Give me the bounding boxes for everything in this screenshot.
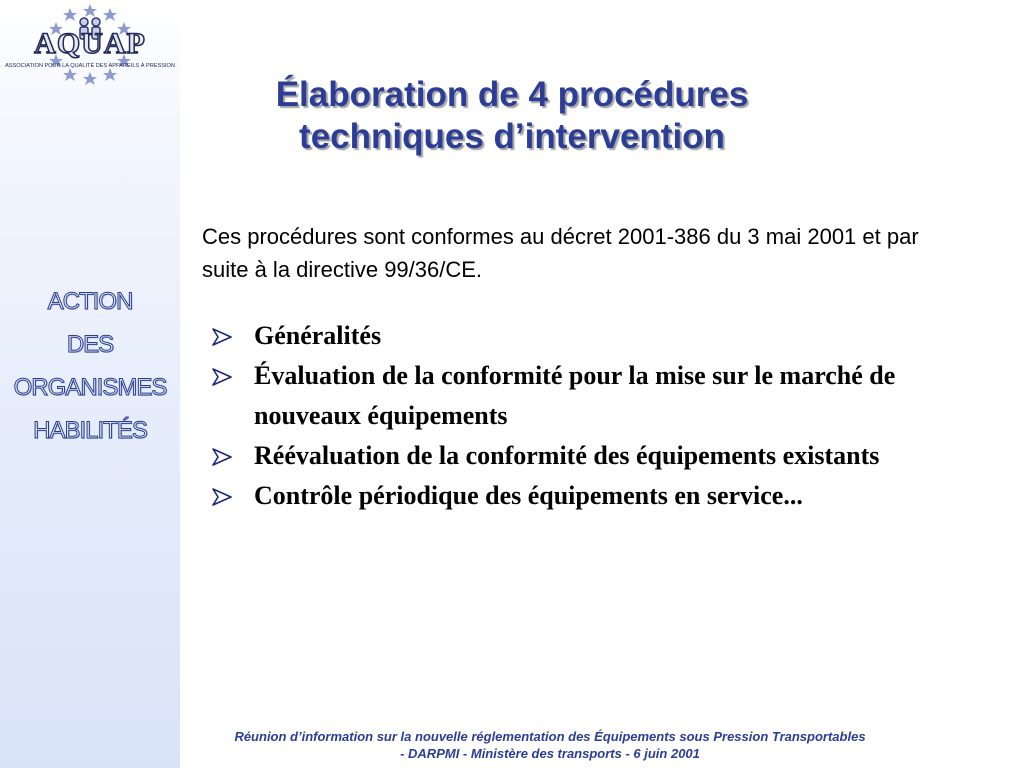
sidebar (0, 0, 180, 768)
sidebar-line: ORGANISMES (13, 374, 167, 401)
footer (180, 728, 920, 762)
sidebar-line: DES (66, 331, 114, 358)
sidebar-section-title (0, 280, 180, 452)
arrow-bullet-icon (212, 368, 232, 386)
bullet-list (210, 316, 980, 516)
logo-acronym: AQUAP (34, 27, 146, 60)
list-item (210, 356, 980, 436)
sidebar-line: HABILITÉS (33, 417, 147, 444)
logo-subtitle: ASSOCIATION POUR LA QUALITÉ DES APPAREILS À PRESSION (5, 63, 175, 69)
intro-paragraph: Ces procédures sont conformes au décret 2001-386 du 3 mai 2001 et par suite à la directive 99/36/CE. (202, 224, 919, 282)
footer-line: Réunion d’information sur la nouvelle réglementation des Équipements sous Pression Transportables (234, 729, 866, 744)
list-item (210, 436, 980, 476)
slide-title-line: Élaboration de 4 procédures (275, 75, 749, 114)
slide-title (180, 74, 844, 158)
sidebar-line: ACTION (47, 288, 133, 315)
list-item-text: Contrôle périodique des équipements en service... (254, 481, 803, 510)
footer-line: - DARPMI - Ministère des transports - 6 juin 2001 (400, 746, 700, 761)
list-item (210, 476, 980, 516)
list-item-text: Évaluation de la conformité pour la mise sur le marché de nouveaux équipements (254, 361, 896, 430)
list-item-text: Réévaluation de la conformité des équipements existants (254, 441, 880, 470)
list-item-text: Généralités (254, 321, 382, 350)
arrow-bullet-icon (212, 448, 232, 466)
arrow-bullet-icon (212, 328, 232, 346)
list-item (210, 316, 980, 356)
logo (0, 0, 180, 90)
slide-title-line: techniques d’intervention (299, 117, 725, 156)
arrow-bullet-icon (212, 488, 232, 506)
